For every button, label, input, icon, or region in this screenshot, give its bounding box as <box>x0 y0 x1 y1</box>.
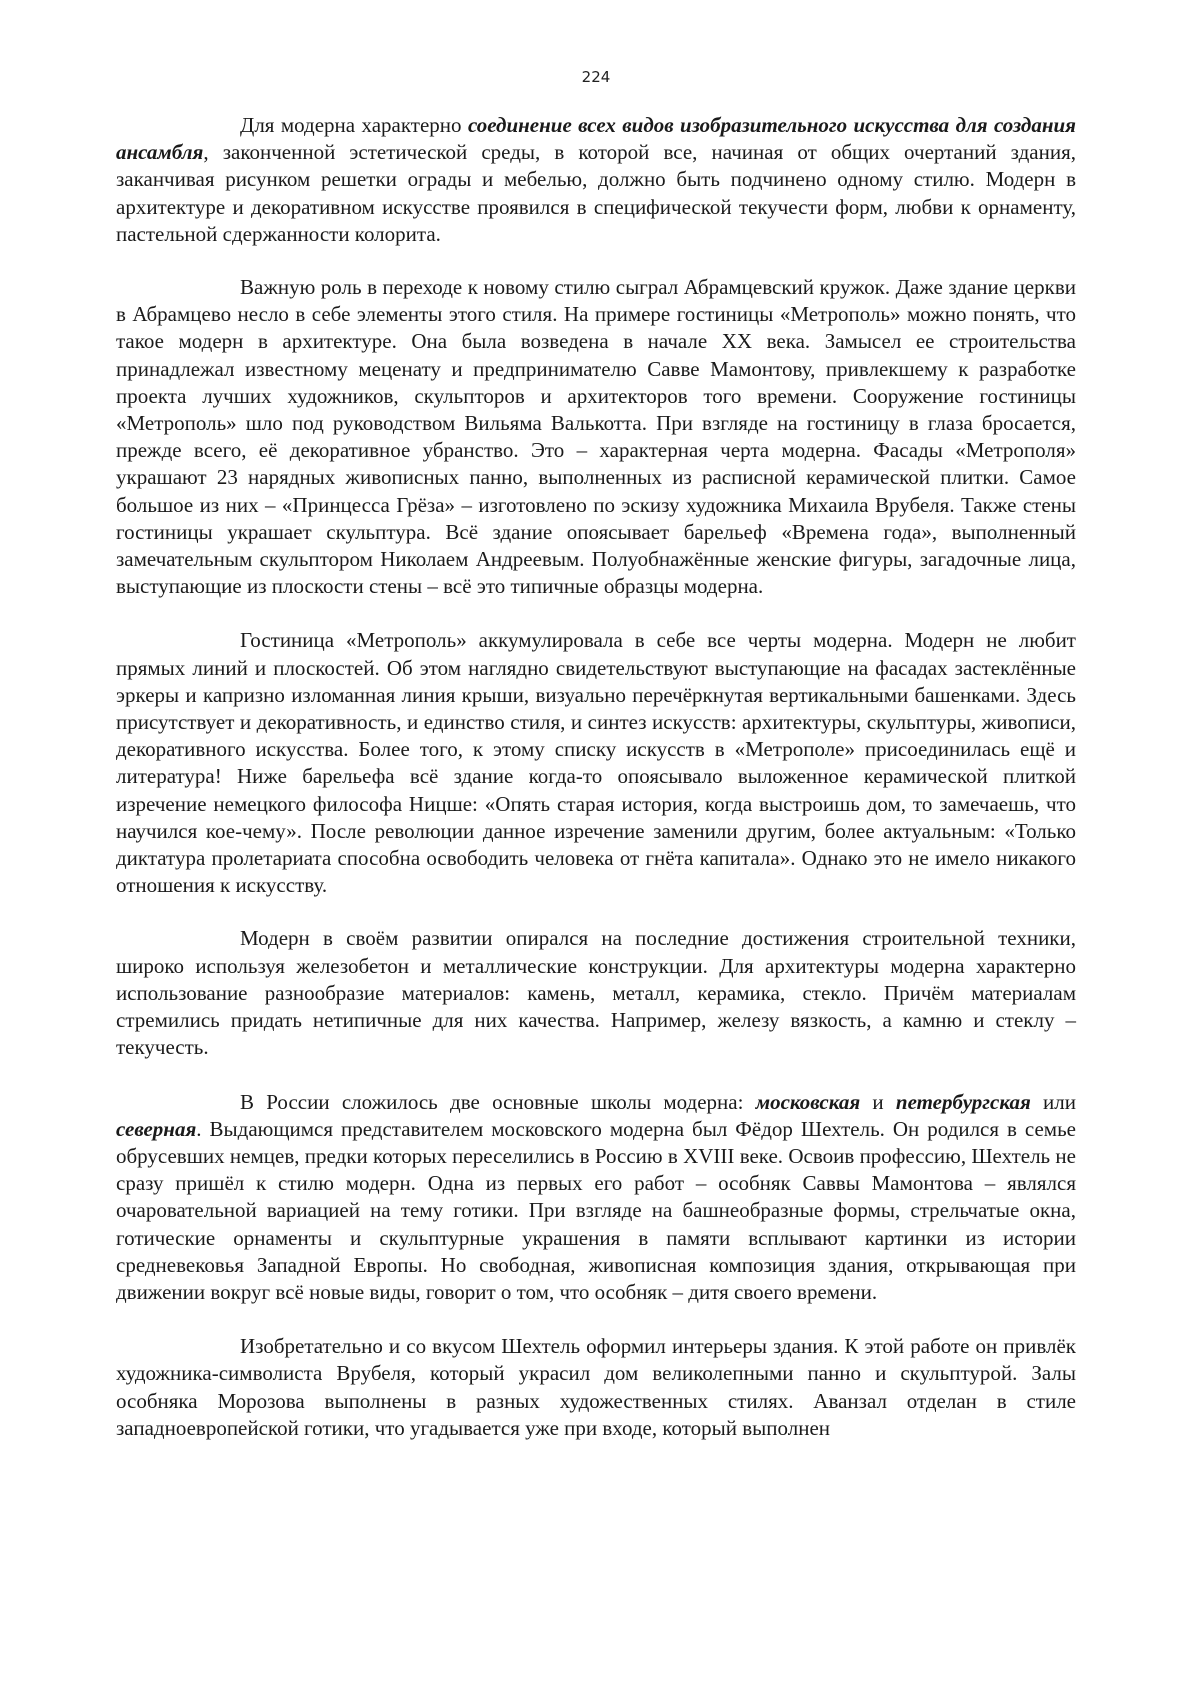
paragraph-text: Для модерна характерно <box>240 113 468 137</box>
paragraph-materials: Модерн в своём развитии опирался на последние достижения строительной техники, широко используя железобетон и металлические конструкции. Для архитектуры модерна характерно использование разнообразие материалов: камень, металл, керамика, стекло. Причём материалам стремились придать нетипичные для них качества. Например, железу вязкость, а камню и стеклу – текучесть. <box>116 926 1076 1060</box>
paragraph-metropol-decor: Важную роль в переходе к новому стилю сыграл Абрамцевский кружок. Даже здание церкви в Абрамцево несло в себе элементы этого стиля. На примере гостиницы «Метрополь» можно понять, что такое модерн в архитектуре. Она была возведена в начале XX века. Замысел ее строительства принадлежал известному меценату и предпринимателю Савве Мамонтову, привлекшему к разработке проекта лучших художников, скульпторов и архитекторов того времени. Сооружение гостиницы «Метрополь» шло под руководством Вильяма Валькотта. При взгляде на гостиницу в глаза бросается, прежде всего, её декоративное убранство. Это – характерная черта модерна. Фасады «Метрополя» украшают 23 нарядных живописных панно, выполненных из расписной керамической плитки. Самое большое из них – «Принцесса Грёза» – изготовлено по эскизу художника Михаила Врубеля. Также стены гостиницы украшает скульптура. Всё здание опоясывает барельеф «Времена года», выполненный замечательным скульптором Николаем Андреевым. Полуобнажённые женские фигуры, загадочные лица, выступающие из плоскости стены – всё это типичные образцы модерна. <box>116 275 1076 599</box>
paragraph-metropol-features: Гостиница «Метрополь» аккумулировала в себе все черты модерна. Модерн не любит прямых линий и плоскостей. Об этом наглядно свидетельствуют выступающие на фасадах застеклённые эркеры и капризно изломанная линия крыши, визуально перечёркнутая вертикальными башенками. Здесь присутствует и декоративность, и единство стиля, и синтез искусств: архитектуры, скульптуры, живописи, декоративного искусства. Более того, к этому списку искусств в «Метрополе» присоединилась ещё и литература! Ниже барельефа всё здание когда-то опоясывало выложенное керамической плиткой изречение немецкого философа Ницше: «Опять старая история, когда выстроишь дом, то замечаешь, что научился кое-чему». После революции данное изречение заменили другим, более актуальным: «Только диктатура пролетариата способна освободить человека от гнёта капитала». Однако это не имело никакого отношения к искусству. <box>116 628 1076 898</box>
paragraph-interiors: Изобретательно и со вкусом Шехтель оформил интерьеры здания. К этой работе он привлёк художника-символиста Врубеля, который украсил дом великолепными панно и скульптурой. Залы особняка Морозова выполнены в разных художественных стилях. Аванзал отделан в стиле западноевропейской готики, что угадывается уже при входе, который выполнен <box>116 1334 1076 1440</box>
emphasis-text: северная <box>116 1116 197 1141</box>
emphasis-text: соединение всех видов изобразительного искусства для создания ансамбля <box>116 113 1076 165</box>
emphasis-text: петербургская <box>895 1089 1031 1114</box>
page-number: 224 <box>581 68 611 86</box>
paragraph-text: и <box>860 1089 896 1114</box>
paragraph-text: В России сложилось две основные школы модерна: <box>240 1089 756 1114</box>
paragraph-schools-shekhtel <box>116 1089 1076 1307</box>
paragraph-text: или <box>1030 1089 1076 1114</box>
emphasis-text: московская <box>755 1089 861 1114</box>
document-page <box>116 68 1076 1442</box>
paragraph-text: , законченной эстетической среды, в которой все, начиная от общих очертаний здания, заканчивая рисунком решетки ограды и мебелью, должно быть подчинено одному стилю. Модерн в архитектуре и декоративном искусстве проявился в специфической текучести форм, любви к орнаменту, пастельной сдержанности колорита. <box>116 140 1076 246</box>
paragraph-modern-synthesis <box>116 112 1076 248</box>
paragraph-text: . Выдающимся представителем московского модерна был Фёдор Шехтель. Он родился в семье обрусевших немцев, предки которых переселились в Россию в XVIII веке. Освоив профессию, Шехтель не сразу пришёл к стилю модерн. Одна из первых его работ – особняк Саввы Мамонтова – являлся очаровательной вариацией на тему готики. При взгляде на башнеобразные формы, стрельчатые окна, готические орнаменты и скульптурные украшения в памяти всплывают картинки из истории средневековья Западной Европы. Но свободная, живописная композиция здания, открывающая при движении вокруг всё новые виды, говорит о том, что особняк – дитя своего времени. <box>116 1116 1076 1304</box>
